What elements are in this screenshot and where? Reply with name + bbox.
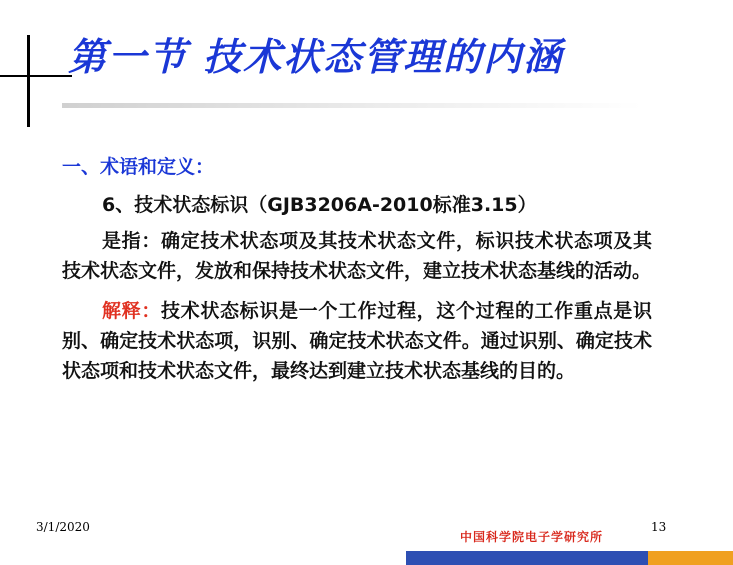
item-title: 6、技术状态标识（GJB3206A-2010标准3.15） bbox=[102, 194, 537, 216]
slide-title: 第一节 技术状态管理的内涵 bbox=[68, 34, 564, 79]
slide-content bbox=[62, 152, 652, 386]
footer-date: 3/1/2020 bbox=[36, 520, 90, 534]
footer-organization: 中国科学院电子学研究所 bbox=[460, 530, 604, 544]
section-heading: 一、术语和定义： bbox=[62, 156, 215, 178]
explanation-text: 技术状态标识是一个工作过程，这个过程的工作重点是识别、确定技术状态项，识别、确定技术状态文件。通过识别、确定技术状态项和技术状态文件，最终达到建立技术状态基线的目的。 bbox=[62, 300, 652, 382]
explanation-paragraph bbox=[62, 296, 652, 386]
title-underline bbox=[62, 103, 642, 108]
page-number: 13 bbox=[651, 520, 667, 534]
decorative-horizontal-line bbox=[0, 75, 72, 77]
explanation-label: 解释： bbox=[102, 300, 161, 322]
definition-paragraph: 是指：确定技术状态项及其技术状态文件，标识技术状态项及其技术状态文件，发放和保持技术状态文件，建立技术状态基线的活动。 bbox=[62, 230, 652, 282]
footer-bar-orange bbox=[648, 551, 733, 565]
decorative-vertical-line bbox=[27, 35, 30, 127]
footer-bar-blue bbox=[406, 551, 648, 565]
